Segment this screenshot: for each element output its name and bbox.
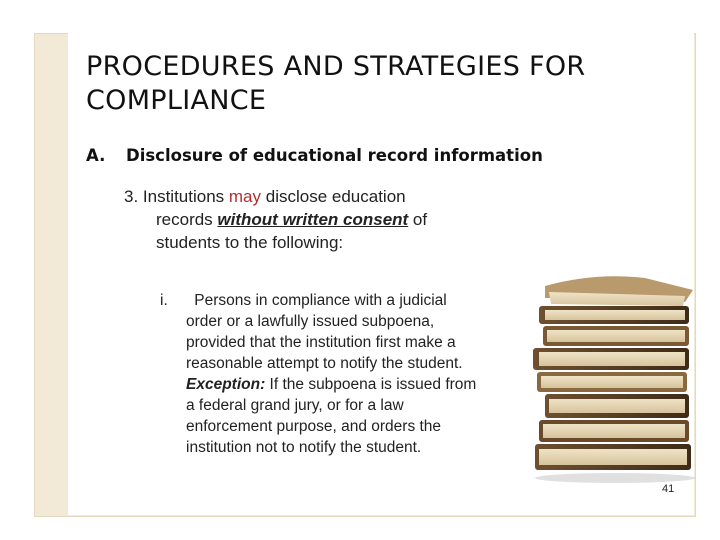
- book-6: [545, 394, 689, 418]
- item-i-numeral: i.: [160, 292, 168, 309]
- book-3: [543, 326, 689, 346]
- item-i-line-3: provided that the institution first make a: [186, 334, 456, 351]
- point-3-line-1: [124, 185, 504, 208]
- item-i-line-2: order or a lawfully issued subpoena,: [186, 313, 435, 330]
- item-i-line-5-text: If the subpoena is issued from: [265, 376, 477, 393]
- section-heading: [86, 146, 543, 165]
- point-3-line-2: [124, 208, 504, 231]
- point-3-line-3: students to the following:: [156, 233, 344, 252]
- book-1: [545, 276, 693, 306]
- title-line-2: COMPLIANCE: [86, 85, 267, 116]
- item-i-line-4: reasonable attempt to notify the student.: [186, 355, 463, 372]
- item-i: [160, 290, 540, 458]
- book-2: [539, 306, 689, 324]
- item-i-line-6: a federal grand jury, or for a law: [186, 397, 404, 414]
- point-3-line-2-pre: records: [156, 210, 218, 229]
- book-4: [533, 348, 689, 370]
- without-written-consent: without written consent: [217, 210, 409, 229]
- point-3-line-2-post: of: [408, 210, 428, 229]
- exception-label: Exception:: [186, 376, 266, 393]
- section-letter: A.: [86, 146, 106, 165]
- point-3-text-cont: disclose education: [261, 187, 406, 206]
- item-i-line-8: institution not to notify the student.: [186, 439, 422, 456]
- item-i-line-5: [160, 374, 540, 395]
- books-stack-image: [525, 268, 705, 498]
- point-3-text: 3. Institutions: [124, 187, 229, 206]
- title-line-1: PROCEDURES AND STRATEGIES FOR: [86, 51, 586, 82]
- slide-title: [86, 50, 686, 118]
- book-5: [537, 372, 687, 392]
- section-heading-text: Disclosure of educational record information: [126, 146, 543, 165]
- item-i-line-7: enforcement purpose, and orders the: [186, 418, 442, 435]
- point-3: [124, 185, 504, 254]
- book-8: [535, 444, 691, 470]
- page-number: 41: [662, 483, 675, 495]
- item-i-line-1: [160, 290, 540, 311]
- may-emphasis: may: [228, 187, 262, 206]
- book-7: [539, 420, 689, 442]
- item-i-line-1-text: Persons in compliance with a judicial: [190, 292, 447, 309]
